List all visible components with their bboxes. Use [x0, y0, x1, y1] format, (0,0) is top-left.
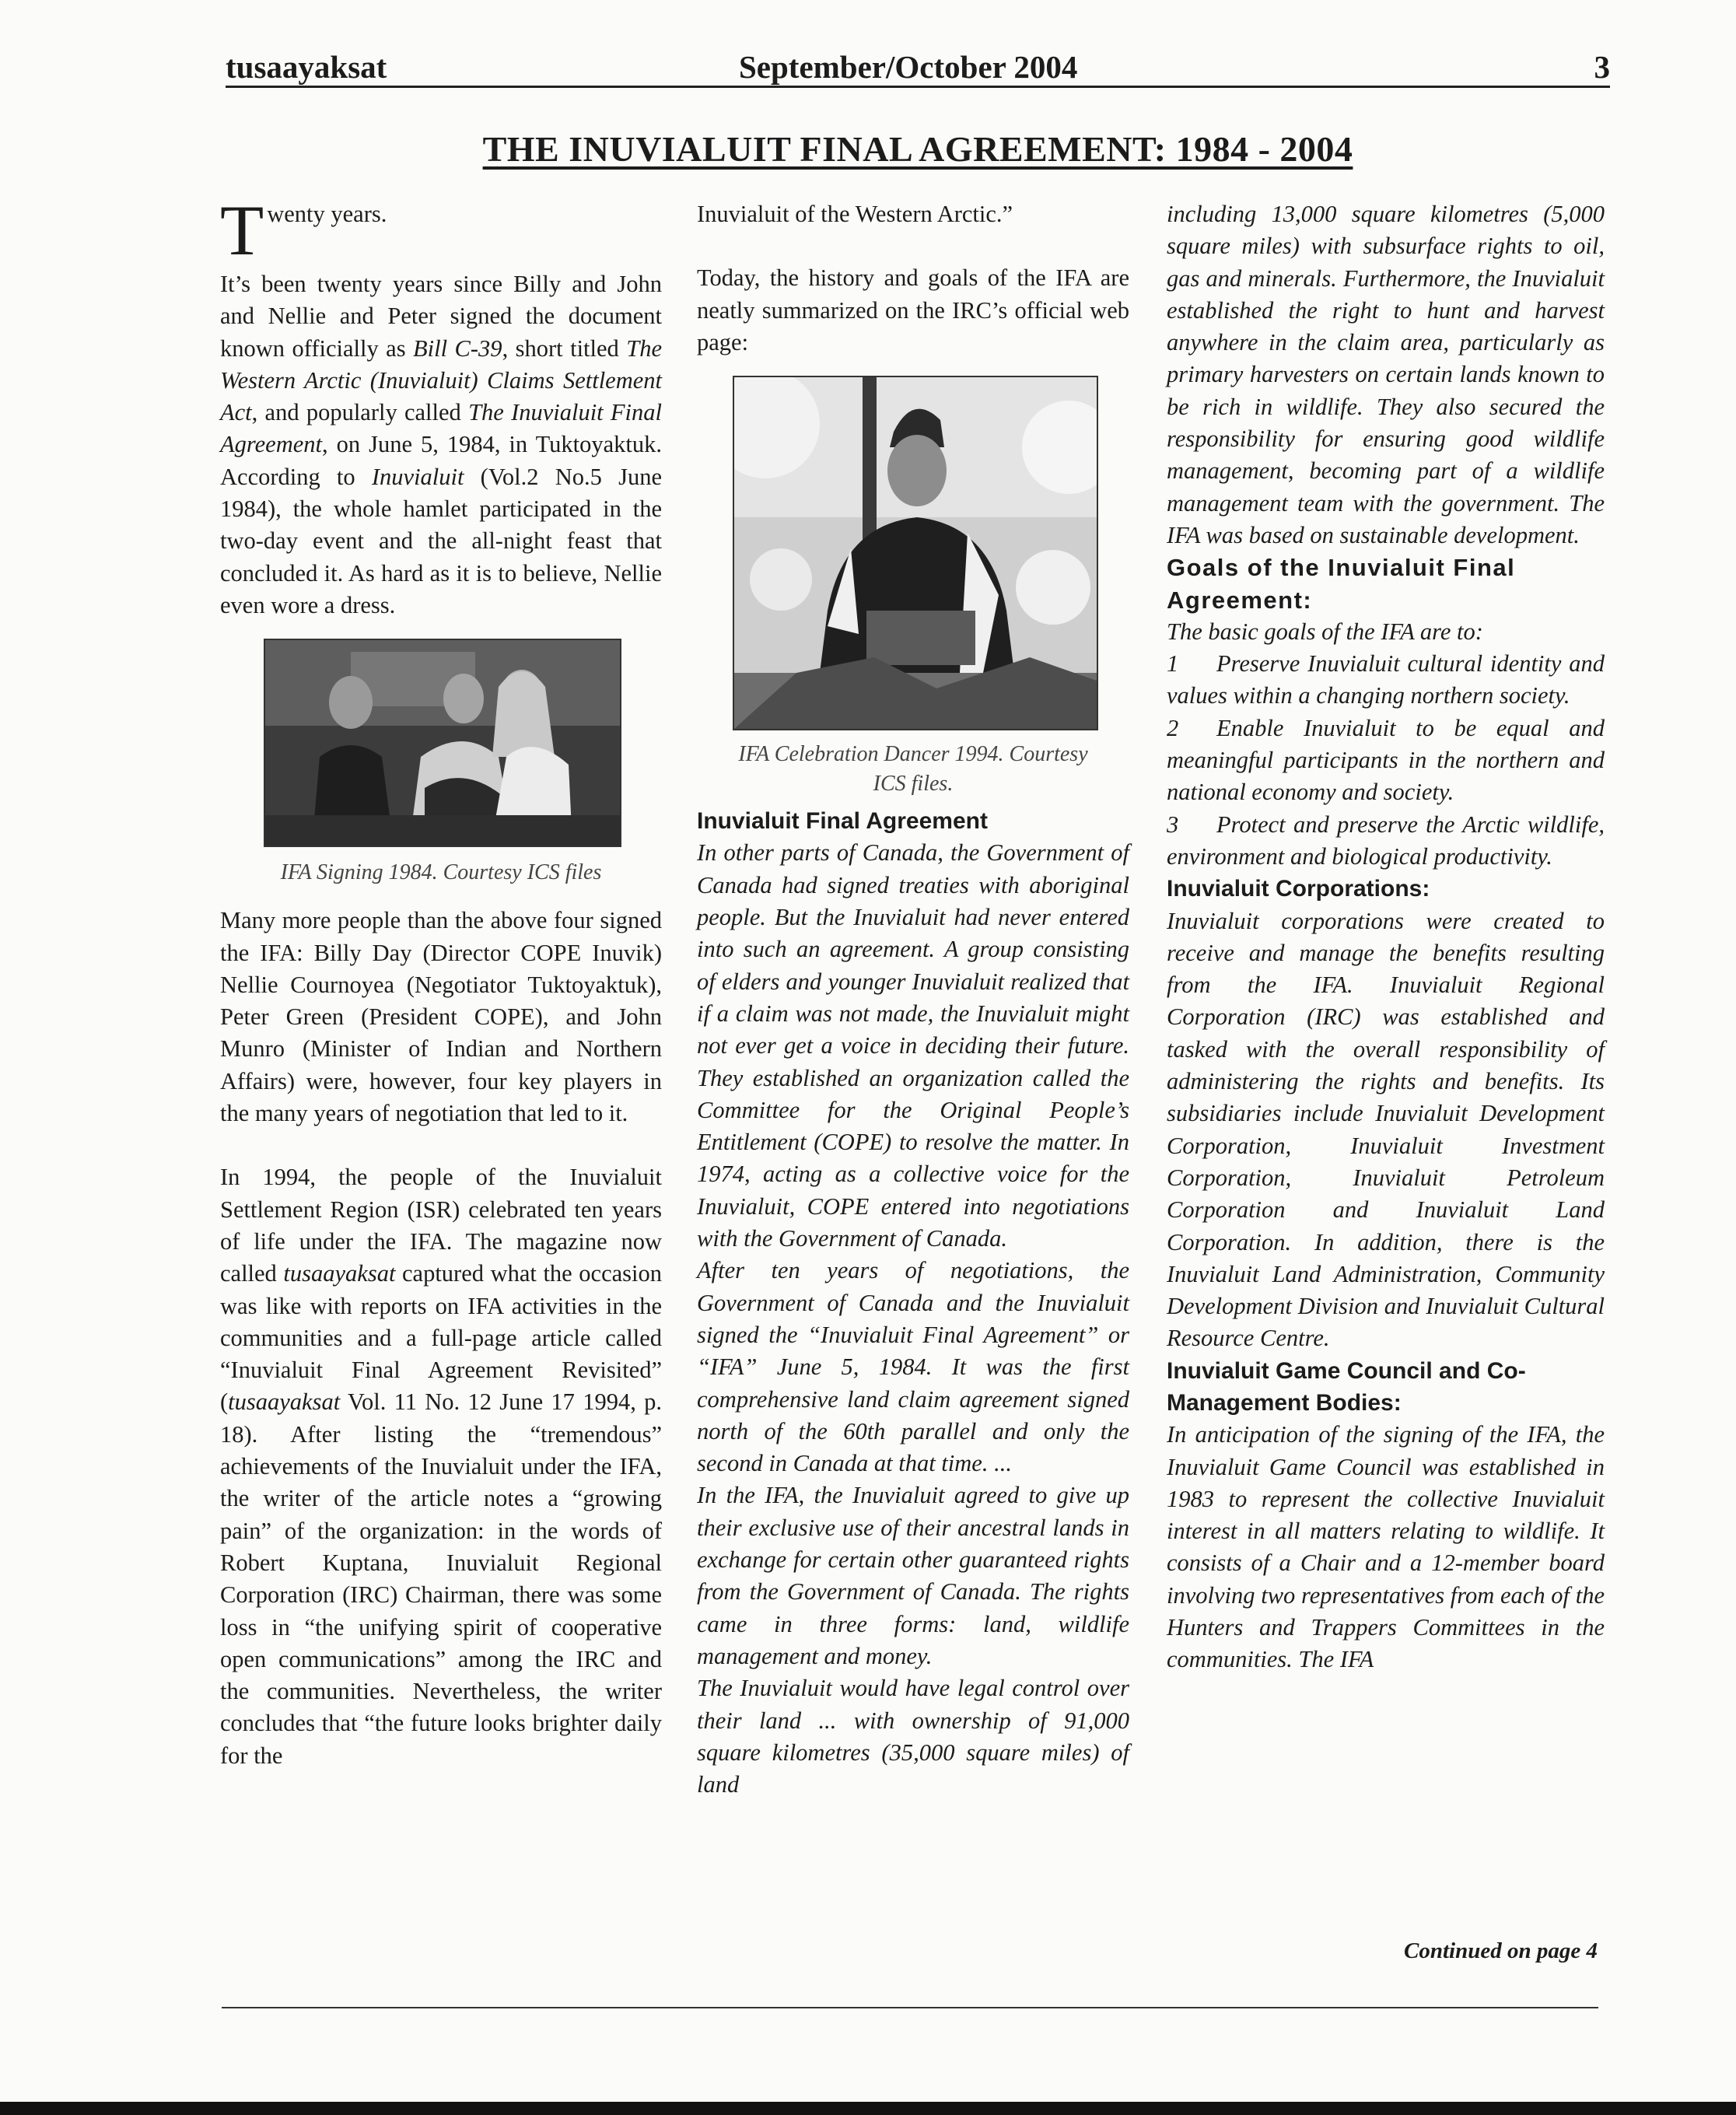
page-number: 3: [1594, 49, 1610, 85]
paragraph: In other parts of Canada, the Government of Canada had signed treaties with aboriginal people. But the Inuvialuit had never entered into such an agreement. A group consisting of elders and younger Inuvialuit realized that if a claim was not made, the Inuvialuit might not ever get a voice in deciding their future. They established an organization called the Committee for the Original People’s Entitlement (COPE) to resolve the matter. In 1974, acting as a collective voice for the Inuvialuit, COPE entered into negotiations with the Government of Canada.: [697, 839, 1129, 1252]
paragraph: The Inuvialuit would have legal control over their land ... with ownership of 91,000 square kilometres (35,000 square miles) of land: [697, 1675, 1129, 1798]
issue-date: September/October 2004: [739, 49, 1078, 85]
page-header: [226, 47, 1610, 88]
paragraph: Many more people than the above four signed the IFA: Billy Day (Director COPE Inuvik) Nellie Cournoyea (Negotiator Tuktoyaktuk), Peter Green (President COPE), and John Munro (Minister of Indian and Northern Affairs) were, however, four key players in the many years of negotiation that led to it.: [220, 907, 662, 1127]
section-heading: Inuvialuit Game Council and Co-Management Bodies:: [1167, 1357, 1526, 1416]
paragraph: In anticipation of the signing of the IFA, the Inuvialuit Game Council was established in 1983 to represent the collective Inuvialuit interest in all matters relating to wildlife. It consists of a Chair and a 12-member board involving two representatives from each of the Hunters and Trappers Committees in the communities. The IFA: [1167, 1421, 1605, 1673]
section-heading: Inuvialuit Final Agreement: [697, 808, 988, 835]
column-2: [697, 198, 1129, 1801]
publication-name: tusaayaksat: [226, 49, 387, 85]
paragraph: In 1994, the people of the Inuvialuit Settlement Region (ISR) celebrated ten years of life under the IFA. The magazine now called tusaayaksat captured what the occasion was like with reports on IFA activities in the communities and a full-page article called “Inuvialuit Final Agreement Revisited” (tusaayaksat Vol. 11 No. 12 June 17 1994, p. 18). After listing the “tremendous” achievements of the Inuvialuit under the IFA, the writer of the article notes a “growing pain” of the organization: in the words of Robert Kuptana, Inuvialuit Regional Corporation (IRC) Chairman, there was some loss in “the unifying spirit of cooperative open communications” among the IRC and the communities. Nevertheless, the writer concludes that “the future looks brighter daily for the: [220, 1164, 663, 1769]
goal-item: 1 Preserve Inuvialuit cultural identity and values within a changing northern society.: [1167, 650, 1605, 709]
scan-edge: [0, 2102, 1736, 2115]
photo-caption: IFA Signing 1984. Courtesy ICS files: [280, 860, 602, 885]
footer-rule: [222, 2007, 1598, 2008]
paragraph: After ten years of negotiations, the Government of Canada and the Inuvialuit signed the “Inuvialuit Final Agreement” or “IFA” June 5, 1984. It was the first comprehensive land claim agreement signed north of the 60th parallel and only the second in Canada at that time. ...: [697, 1257, 1129, 1477]
goal-item: 2 Enable Inuvialuit to be equal and meaningful participants in the northern and national economy and society.: [1167, 714, 1605, 806]
article-title: THE INUVIALUIT FINAL AGREEMENT: 1984 - 2004: [482, 129, 1353, 169]
celebration-dancer-photo: [733, 376, 1098, 730]
paragraph: Inuvialuit corporations were created to receive and manage the benefits resulting from the IFA. Inuvialuit Regional Corporation (IRC) was established and tasked with the overall responsibility of administering the rights and benefits. Its subsidiaries include Inuvialuit Development Corporation, Inuvialuit Investment Corporation, Inuvialuit Petroleum Corporation and Inuvialuit Land Corporation. In addition, there is the Inuvialuit Land Administration, Community Development Division and Inuvialuit Cultural Resource Centre.: [1167, 907, 1605, 1352]
paragraph: Inuvialuit of the Western Arctic.”: [697, 201, 1013, 227]
photo-caption: IFA Celebration Dancer 1994. Courtesy ICS files.: [738, 742, 1088, 797]
paragraph: including 13,000 square kilometres (5,000 square miles) with subsurface rights to oil, gas and minerals. Furthermore, the Inuvialuit established the right to hunt and harvest anywhere in the claim area, particularly as primary harvesters on certain lands known to be rich in wildlife. They also secured the responsibility for ensuring good wildlife management, becoming part of a wildlife management team with the government. The IFA was based on sustainable development.: [1167, 201, 1605, 548]
ifa-signing-photo: [264, 639, 621, 847]
column-1: [220, 191, 663, 1772]
opening-line: Twenty years.: [220, 191, 387, 270]
continued-on-page: Continued on page 4: [1404, 1938, 1598, 1963]
drop-cap: T: [220, 191, 264, 270]
goals-intro: The basic goals of the IFA are to:: [1167, 618, 1483, 645]
paragraph: It’s been twenty years since Billy and John and Nellie and Peter signed the document known officially as Bill C-39, short titled The Western Arctic (Inuvialuit) Claims Settlement Act, and popularly called The Inuvialuit Final Agreement, on June 5, 1984, in Tuktoyaktuk. According to Inuvialuit (Vol.2 No.5 June 1984), the whole hamlet participated in the two-day event and the all-night feast that concluded it. As hard as it is to believe, Nellie even wore a dress.: [220, 271, 662, 618]
column-3: [1167, 198, 1605, 1676]
paragraph: In the IFA, the Inuvialuit agreed to give up their exclusive use of their ancestral lands in exchange for certain other guaranteed rights from the Government of Canada. The rights came in three forms: land, wildlife management and money.: [697, 1482, 1129, 1669]
paragraph: Today, the history and goals of the IFA are neatly summarized on the IRC’s official web page:: [697, 264, 1129, 355]
goal-item: 3 Protect and preserve the Arctic wildlife, environment and biological productivity.: [1167, 811, 1605, 870]
section-heading: Goals of the Inuvialuit Final Agreement:: [1167, 554, 1516, 614]
section-heading: Inuvialuit Corporations:: [1167, 876, 1430, 902]
